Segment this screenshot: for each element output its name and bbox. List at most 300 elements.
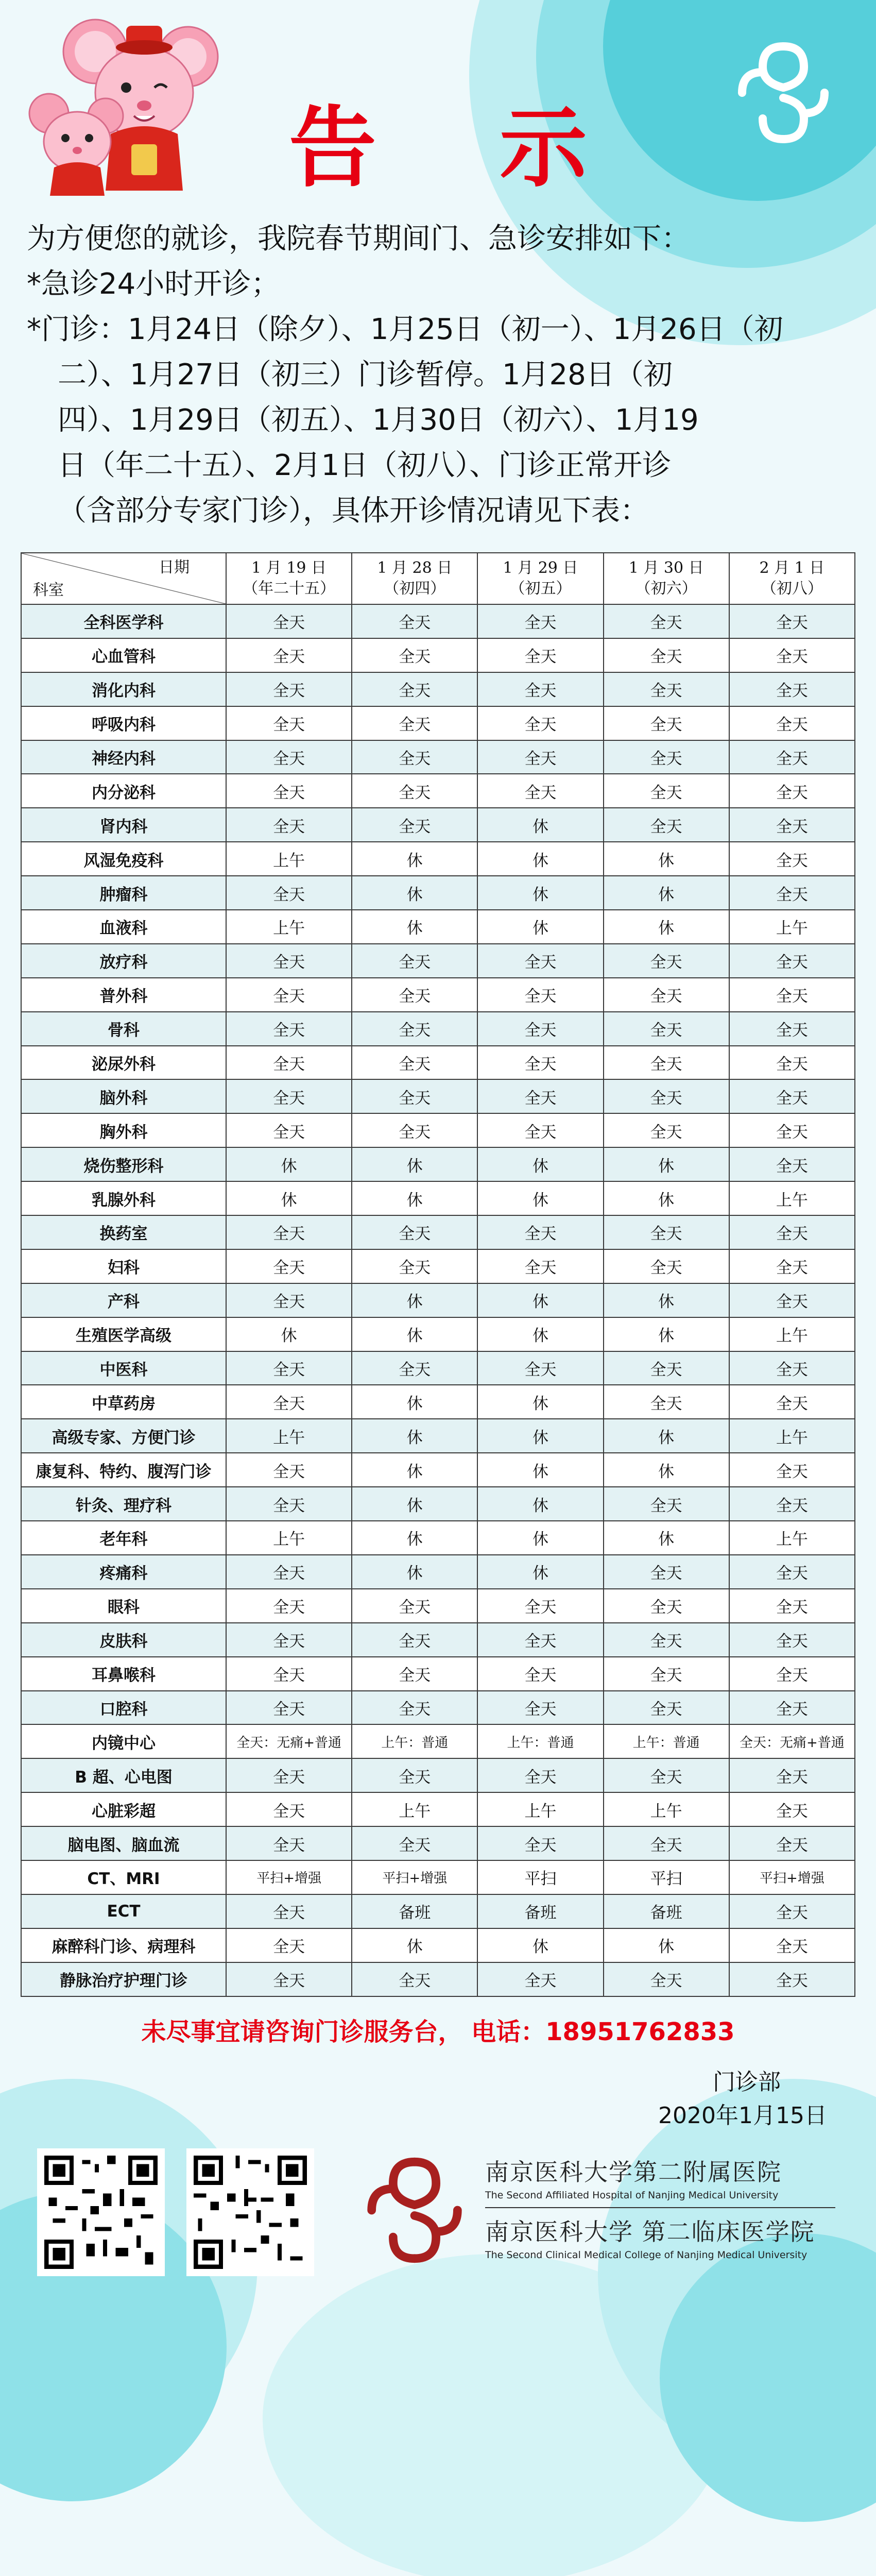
schedule-cell: 休 xyxy=(477,1487,603,1521)
schedule-cell: 全天 xyxy=(352,1012,477,1046)
schedule-cell: 全天 xyxy=(729,842,855,876)
schedule-cell: 全天 xyxy=(226,740,352,774)
schedule-cell: 全天 xyxy=(226,1079,352,1113)
schedule-cell: 平扫 xyxy=(477,1860,603,1894)
dept-name-cell: 胸外科 xyxy=(21,1113,226,1147)
schedule-cell: 备班 xyxy=(477,1894,603,1928)
table-row xyxy=(21,1826,855,1860)
schedule-cell: 全天 xyxy=(226,638,352,672)
schedule-cell: 休 xyxy=(604,876,729,910)
table-row xyxy=(21,910,855,944)
schedule-cell: 全天 xyxy=(477,740,603,774)
schedule-cell: 全天 xyxy=(226,1249,352,1283)
table-row xyxy=(21,1487,855,1521)
header-date: 2 月 1 日 xyxy=(759,559,825,577)
schedule-cell: 休 xyxy=(352,876,477,910)
hospital-logo-icon xyxy=(722,31,845,155)
header-lunar: （初五） xyxy=(509,580,572,598)
schedule-cell: 全天 xyxy=(604,1012,729,1046)
schedule-cell: 全天 xyxy=(226,978,352,1012)
schedule-cell: 全天 xyxy=(477,1623,603,1657)
dept-name-cell: 心脏彩超 xyxy=(21,1792,226,1826)
schedule-cell: 全天 xyxy=(729,774,855,808)
header-date: 1 月 30 日 xyxy=(628,559,704,577)
schedule-cell: 全天 xyxy=(226,876,352,910)
schedule-cell: 全天 xyxy=(729,1792,855,1826)
schedule-cell: 全天 xyxy=(352,808,477,842)
dept-name-cell: 脑电图、脑血流 xyxy=(21,1826,226,1860)
schedule-cell: 全天 xyxy=(352,1113,477,1147)
notice-title: 告 示 xyxy=(288,97,634,199)
schedule-cell: 休 xyxy=(604,1521,729,1555)
schedule-cell: 全天 xyxy=(604,774,729,808)
schedule-cell: 上午 xyxy=(226,910,352,944)
table-row xyxy=(21,1724,855,1758)
schedule-cell: 全天 xyxy=(477,1351,603,1385)
schedule-cell: 全天 xyxy=(226,1555,352,1589)
schedule-cell: 全天 xyxy=(729,876,855,910)
issuing-department: 门诊部 xyxy=(713,2069,781,2095)
schedule-cell: 休 xyxy=(352,842,477,876)
schedule-cell: 休 xyxy=(352,1453,477,1487)
dept-name-cell: 心血管科 xyxy=(21,638,226,672)
header-corner xyxy=(21,553,226,604)
header-date: 1 月 29 日 xyxy=(503,559,578,577)
schedule-cell: 全天：无痛+普通 xyxy=(226,1724,352,1758)
schedule-cell: 全天 xyxy=(729,1113,855,1147)
dept-name-cell: 口腔科 xyxy=(21,1691,226,1725)
schedule-cell: 全天：无痛+普通 xyxy=(729,1724,855,1758)
dept-name-cell: 皮肤科 xyxy=(21,1623,226,1657)
schedule-cell: 全天 xyxy=(477,1589,603,1623)
schedule-cell: 全天 xyxy=(226,1453,352,1487)
table-row xyxy=(21,1894,855,1928)
schedule-cell: 全天 xyxy=(604,740,729,774)
schedule-cell: 休 xyxy=(352,1555,477,1589)
schedule-cell: 全天 xyxy=(729,1046,855,1080)
header-date-col xyxy=(729,553,855,604)
schedule-cell: 休 xyxy=(477,1181,603,1215)
schedule-cell: 全天 xyxy=(729,1351,855,1385)
table-row xyxy=(21,706,855,740)
table-row xyxy=(21,1453,855,1487)
schedule-cell: 休 xyxy=(604,842,729,876)
hospital-emblem-icon xyxy=(350,2146,479,2275)
dept-name-cell: 麻醉科门诊、病理科 xyxy=(21,1928,226,1962)
header-date: 1 月 28 日 xyxy=(377,559,453,577)
dept-name-cell: 神经内科 xyxy=(21,740,226,774)
dept-name-cell: 脑外科 xyxy=(21,1079,226,1113)
schedule-cell: 全天 xyxy=(226,1758,352,1792)
schedule-cell: 全天 xyxy=(226,1215,352,1249)
table-row xyxy=(21,1589,855,1623)
schedule-cell: 全天 xyxy=(477,1113,603,1147)
header-lunar: （年二十五） xyxy=(243,580,336,598)
schedule-cell: 上午：普通 xyxy=(604,1724,729,1758)
table-row xyxy=(21,1046,855,1080)
intro-line: *门诊：1月24日（除夕）、1月25日（初一）、1月26日（初 xyxy=(27,313,783,346)
table-row xyxy=(21,1317,855,1351)
dept-name-cell: 老年科 xyxy=(21,1521,226,1555)
college-name-cn: 南京医科大学 第二临床医学院 xyxy=(485,2218,815,2246)
header-date-col xyxy=(477,553,603,604)
schedule-cell: 全天 xyxy=(604,1351,729,1385)
schedule-cell: 全天 xyxy=(729,1453,855,1487)
schedule-cell: 备班 xyxy=(352,1894,477,1928)
schedule-cell: 全天 xyxy=(226,1691,352,1725)
schedule-cell: 全天 xyxy=(604,638,729,672)
intro-line: 日（年二十五）、2月1日（初八）、门诊正常开诊 xyxy=(58,449,672,482)
schedule-cell: 全天 xyxy=(604,1249,729,1283)
hospital-name-en: The Second Affiliated Hospital of Nanjing Medical University xyxy=(485,2190,779,2201)
schedule-cell: 全天 xyxy=(729,1147,855,1181)
schedule-cell: 休 xyxy=(352,1487,477,1521)
table-row xyxy=(21,978,855,1012)
schedule-cell: 全天 xyxy=(604,808,729,842)
notice-intro xyxy=(27,216,851,534)
table-row xyxy=(21,638,855,672)
schedule-cell: 全天 xyxy=(729,1487,855,1521)
header-lunar: （初六） xyxy=(635,580,697,598)
dept-name-cell: 生殖医学高级 xyxy=(21,1317,226,1351)
schedule-cell: 全天 xyxy=(226,1012,352,1046)
schedule-cell: 休 xyxy=(604,1181,729,1215)
schedule-cell: 全天 xyxy=(729,1385,855,1419)
schedule-cell: 全天 xyxy=(352,638,477,672)
table-row xyxy=(21,1113,855,1147)
schedule-cell: 上午 xyxy=(352,1792,477,1826)
schedule-cell: 休 xyxy=(352,1317,477,1351)
schedule-cell: 休 xyxy=(604,910,729,944)
schedule-cell: 全天 xyxy=(477,774,603,808)
schedule-cell: 全天 xyxy=(477,638,603,672)
schedule-cell: 全天 xyxy=(226,774,352,808)
schedule-cell: 休 xyxy=(477,1555,603,1589)
schedule-cell: 休 xyxy=(604,1283,729,1317)
schedule-cell: 休 xyxy=(226,1317,352,1351)
schedule-cell: 全天 xyxy=(352,740,477,774)
schedule-cell: 全天 xyxy=(226,672,352,706)
schedule-cell: 全天 xyxy=(226,808,352,842)
schedule-cell: 休 xyxy=(477,1283,603,1317)
dept-name-cell: 妇科 xyxy=(21,1249,226,1283)
table-row xyxy=(21,1657,855,1691)
schedule-cell: 全天 xyxy=(604,1555,729,1589)
schedule-cell: 全天 xyxy=(604,978,729,1012)
schedule-cell: 休 xyxy=(604,1419,729,1453)
schedule-cell: 全天 xyxy=(729,1283,855,1317)
divider xyxy=(485,2207,835,2208)
schedule-cell: 全天 xyxy=(477,978,603,1012)
table-row xyxy=(21,672,855,706)
table-row xyxy=(21,1758,855,1792)
hospital-name-block xyxy=(485,2154,835,2261)
schedule-cell: 备班 xyxy=(604,1894,729,1928)
dept-name-cell: 内分泌科 xyxy=(21,774,226,808)
schedule-cell: 上午 xyxy=(226,842,352,876)
schedule-cell: 全天 xyxy=(352,672,477,706)
schedule-cell: 全天 xyxy=(477,1079,603,1113)
schedule-cell: 全天 xyxy=(226,1894,352,1928)
dept-name-cell: 眼科 xyxy=(21,1589,226,1623)
table-row xyxy=(21,1181,855,1215)
schedule-cell: 全天 xyxy=(477,604,603,638)
schedule-cell: 全天 xyxy=(604,1758,729,1792)
schedule-cell: 全天 xyxy=(604,1385,729,1419)
dept-name-cell: 全科医学科 xyxy=(21,604,226,638)
schedule-cell: 休 xyxy=(477,910,603,944)
header-date-col xyxy=(604,553,729,604)
qr-code-icon xyxy=(186,2148,314,2276)
schedule-cell: 全天 xyxy=(226,1283,352,1317)
hospital-name-cn: 南京医科大学第二附属医院 xyxy=(485,2158,782,2186)
schedule-cell: 全天 xyxy=(352,1657,477,1691)
table-row xyxy=(21,1012,855,1046)
schedule-cell: 上午 xyxy=(729,1181,855,1215)
schedule-cell: 全天 xyxy=(729,604,855,638)
schedule-cell: 全天 xyxy=(352,1691,477,1725)
table-row xyxy=(21,1962,855,1996)
schedule-cell: 休 xyxy=(477,1419,603,1453)
schedule-cell: 全天 xyxy=(604,1215,729,1249)
schedule-cell: 全天 xyxy=(604,706,729,740)
header-date-col xyxy=(226,553,352,604)
schedule-cell: 休 xyxy=(352,1419,477,1453)
schedule-cell: 休 xyxy=(604,1147,729,1181)
schedule-cell: 全天 xyxy=(477,1826,603,1860)
table-row xyxy=(21,1623,855,1657)
schedule-cell: 全天 xyxy=(226,1046,352,1080)
dept-name-cell: 中医科 xyxy=(21,1351,226,1385)
schedule-cell: 平扫+增强 xyxy=(226,1860,352,1894)
table-row xyxy=(21,808,855,842)
schedule-cell: 全天 xyxy=(729,1623,855,1657)
schedule-cell: 全天 xyxy=(604,1657,729,1691)
table-row xyxy=(21,1215,855,1249)
schedule-cell: 全天 xyxy=(352,1046,477,1080)
schedule-cell: 全天 xyxy=(352,1351,477,1385)
schedule-cell: 全天 xyxy=(604,672,729,706)
schedule-cell: 全天 xyxy=(729,1079,855,1113)
schedule-cell: 全天 xyxy=(352,1962,477,1996)
table-row xyxy=(21,1283,855,1317)
dept-name-cell: 产科 xyxy=(21,1283,226,1317)
schedule-cell: 全天 xyxy=(729,1555,855,1589)
schedule-cell: 休 xyxy=(477,1453,603,1487)
dept-name-cell: 呼吸内科 xyxy=(21,706,226,740)
schedule-cell: 休 xyxy=(477,1317,603,1351)
schedule-cell: 全天 xyxy=(226,1351,352,1385)
schedule-cell: 平扫+增强 xyxy=(352,1860,477,1894)
header-date: 1 月 19 日 xyxy=(251,559,327,577)
dept-name-cell: 放疗科 xyxy=(21,944,226,978)
college-name-en: The Second Clinical Medical College of Nanjing Medical University xyxy=(485,2249,808,2261)
intro-line: （含部分专家门诊），具体开诊情况请见下表： xyxy=(58,494,649,528)
dept-name-cell: ECT xyxy=(21,1894,226,1928)
dept-name-cell: 静脉治疗护理门诊 xyxy=(21,1962,226,1996)
schedule-cell: 全天 xyxy=(477,1691,603,1725)
issue-date: 2020年1月15日 xyxy=(658,2103,827,2129)
schedule-cell: 全天 xyxy=(729,1657,855,1691)
schedule-cell: 全天 xyxy=(604,1589,729,1623)
schedule-cell: 全天 xyxy=(352,1623,477,1657)
corner-date-label: 日期 xyxy=(159,558,190,577)
schedule-cell: 全天 xyxy=(226,604,352,638)
schedule-cell: 全天 xyxy=(352,1589,477,1623)
dept-name-cell: 针灸、理疗科 xyxy=(21,1487,226,1521)
table-row xyxy=(21,944,855,978)
schedule-cell: 全天 xyxy=(604,1079,729,1113)
schedule-cell: 全天 xyxy=(352,1758,477,1792)
schedule-cell: 全天 xyxy=(352,978,477,1012)
table-row xyxy=(21,1860,855,1894)
schedule-cell: 休 xyxy=(477,808,603,842)
schedule-cell: 上午 xyxy=(604,1792,729,1826)
schedule-cell: 全天 xyxy=(729,1758,855,1792)
table-row xyxy=(21,1351,855,1385)
schedule-cell: 上午 xyxy=(226,1419,352,1453)
table-row xyxy=(21,1249,855,1283)
schedule-cell: 全天 xyxy=(729,1894,855,1928)
schedule-cell: 休 xyxy=(477,1521,603,1555)
schedule-cell: 全天 xyxy=(477,1758,603,1792)
schedule-cell: 上午：普通 xyxy=(352,1724,477,1758)
schedule-cell: 上午 xyxy=(729,910,855,944)
schedule-cell: 全天 xyxy=(352,944,477,978)
schedule-cell: 全天 xyxy=(477,1657,603,1691)
schedule-cell: 休 xyxy=(352,1181,477,1215)
schedule-cell: 全天 xyxy=(226,1487,352,1521)
schedule-cell: 全天 xyxy=(226,1657,352,1691)
table-row xyxy=(21,1521,855,1555)
schedule-cell: 休 xyxy=(604,1453,729,1487)
schedule-cell: 全天 xyxy=(226,1792,352,1826)
schedule-cell: 上午 xyxy=(729,1419,855,1453)
schedule-cell: 平扫+增强 xyxy=(729,1860,855,1894)
schedule-cell: 休 xyxy=(477,876,603,910)
schedule-cell: 全天 xyxy=(604,1691,729,1725)
schedule-cell: 全天 xyxy=(477,1962,603,1996)
schedule-cell: 全天 xyxy=(604,1046,729,1080)
schedule-cell: 全天 xyxy=(226,1385,352,1419)
header-lunar: （初八） xyxy=(761,580,823,598)
schedule-cell: 全天 xyxy=(477,1012,603,1046)
schedule-cell: 全天 xyxy=(729,1249,855,1283)
schedule-cell: 全天 xyxy=(729,808,855,842)
table-row xyxy=(21,876,855,910)
schedule-cell: 上午 xyxy=(477,1792,603,1826)
table-row xyxy=(21,1691,855,1725)
schedule-cell: 全天 xyxy=(226,706,352,740)
schedule-cell: 全天 xyxy=(604,1962,729,1996)
schedule-cell: 休 xyxy=(352,1521,477,1555)
schedule-cell: 全天 xyxy=(226,1928,352,1962)
schedule-cell: 上午：普通 xyxy=(477,1724,603,1758)
table-row xyxy=(21,1147,855,1181)
table-row xyxy=(21,604,855,638)
schedule-cell: 上午 xyxy=(729,1521,855,1555)
schedule-cell: 全天 xyxy=(477,1249,603,1283)
header-lunar: （初四） xyxy=(384,580,446,598)
schedule-cell: 休 xyxy=(226,1147,352,1181)
contact-note: 未尽事宜请咨询门诊服务台， 电话：18951762833 xyxy=(141,2018,735,2046)
schedule-cell: 全天 xyxy=(729,638,855,672)
table-row xyxy=(21,1419,855,1453)
schedule-table xyxy=(21,552,855,1997)
schedule-cell: 全天 xyxy=(729,1962,855,1996)
dept-name-cell: 换药室 xyxy=(21,1215,226,1249)
dept-name-cell: 耳鼻喉科 xyxy=(21,1657,226,1691)
schedule-cell: 全天 xyxy=(729,1691,855,1725)
table-row xyxy=(21,1385,855,1419)
schedule-cell: 全天 xyxy=(477,1046,603,1080)
schedule-cell: 休 xyxy=(352,1928,477,1962)
dept-name-cell: 烧伤整形科 xyxy=(21,1147,226,1181)
schedule-cell: 休 xyxy=(477,1928,603,1962)
schedule-cell: 休 xyxy=(604,1928,729,1962)
schedule-cell: 全天 xyxy=(477,706,603,740)
dept-name-cell: 消化内科 xyxy=(21,672,226,706)
dept-name-cell: 普外科 xyxy=(21,978,226,1012)
dept-name-cell: 肾内科 xyxy=(21,808,226,842)
schedule-cell: 全天 xyxy=(352,1215,477,1249)
schedule-cell: 全天 xyxy=(729,1589,855,1623)
dept-name-cell: 乳腺外科 xyxy=(21,1181,226,1215)
schedule-cell: 全天 xyxy=(729,944,855,978)
schedule-cell: 休 xyxy=(477,842,603,876)
schedule-cell: 全天 xyxy=(604,1113,729,1147)
schedule-cell: 休 xyxy=(477,1385,603,1419)
dept-name-cell: B 超、心电图 xyxy=(21,1758,226,1792)
schedule-cell: 全天 xyxy=(604,1623,729,1657)
table-row xyxy=(21,1792,855,1826)
schedule-table-body xyxy=(21,604,855,1996)
dept-name-cell: 肿瘤科 xyxy=(21,876,226,910)
dept-name-cell: 疼痛科 xyxy=(21,1555,226,1589)
schedule-cell: 全天 xyxy=(352,604,477,638)
schedule-cell: 休 xyxy=(352,1385,477,1419)
schedule-cell: 休 xyxy=(477,1147,603,1181)
schedule-cell: 全天 xyxy=(226,1589,352,1623)
schedule-cell: 全天 xyxy=(604,1826,729,1860)
intro-line: 二）、1月27日（初三）门诊暂停。1月28日（初 xyxy=(58,358,673,392)
schedule-cell: 全天 xyxy=(226,1113,352,1147)
intro-line: *急诊24小时开诊； xyxy=(27,267,280,301)
table-row xyxy=(21,842,855,876)
table-row xyxy=(21,1928,855,1962)
schedule-cell: 全天 xyxy=(729,740,855,774)
table-row xyxy=(21,774,855,808)
schedule-cell: 全天 xyxy=(729,1215,855,1249)
schedule-cell: 全天 xyxy=(352,1079,477,1113)
schedule-cell: 全天 xyxy=(226,1623,352,1657)
schedule-cell: 全天 xyxy=(729,1012,855,1046)
corner-dept-label: 科室 xyxy=(33,581,64,599)
dept-name-cell: 血液科 xyxy=(21,910,226,944)
schedule-cell: 休 xyxy=(352,910,477,944)
schedule-cell: 全天 xyxy=(604,944,729,978)
schedule-cell: 休 xyxy=(352,1283,477,1317)
qr-code-icon xyxy=(37,2148,165,2276)
schedule-cell: 全天 xyxy=(352,1826,477,1860)
schedule-cell: 全天 xyxy=(729,1826,855,1860)
header-date-col xyxy=(352,553,477,604)
schedule-cell: 平扫 xyxy=(604,1860,729,1894)
schedule-cell: 全天 xyxy=(352,774,477,808)
intro-line: 四）、1月29日（初五）、1月30日（初六）、1月19 xyxy=(58,403,699,437)
schedule-cell: 全天 xyxy=(226,1962,352,1996)
schedule-cell: 全天 xyxy=(352,706,477,740)
